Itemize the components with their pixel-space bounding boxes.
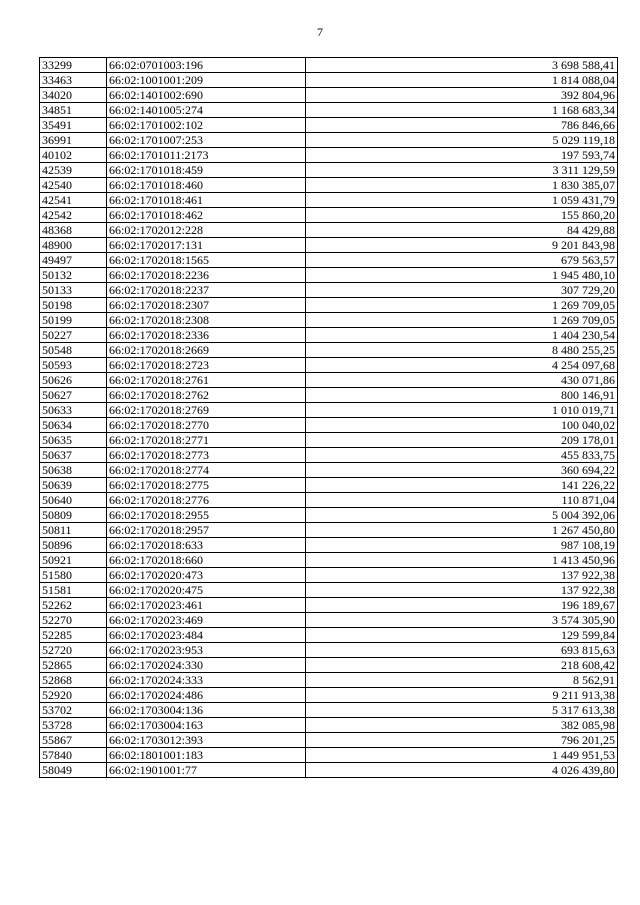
- cadastral-value-cell: 196 189,67: [306, 598, 618, 613]
- table-row: [40, 388, 618, 403]
- cadastral-value-cell: 1 059 431,79: [306, 193, 618, 208]
- cadastral-value-cell: 1 010 019,71: [306, 403, 618, 418]
- record-number-cell: 42539: [40, 163, 107, 178]
- table-row: [40, 343, 618, 358]
- cadastral-value-cell: 1 814 088,04: [306, 73, 618, 88]
- record-number-cell: 50199: [40, 313, 107, 328]
- cadastral-value-cell: 1 267 450,80: [306, 523, 618, 538]
- cadastral-number-cell: 66:02:1702018:2237: [107, 283, 306, 298]
- record-number-cell: 42542: [40, 208, 107, 223]
- record-number-cell: 55867: [40, 733, 107, 748]
- record-number-cell: 51581: [40, 583, 107, 598]
- table-row: [40, 103, 618, 118]
- cadastral-value-cell: 129 599,84: [306, 628, 618, 643]
- record-number-cell: 50626: [40, 373, 107, 388]
- record-number-cell: 50133: [40, 283, 107, 298]
- cadastral-value-cell: 1 413 450,96: [306, 553, 618, 568]
- record-number-cell: 40102: [40, 148, 107, 163]
- cadastral-value-cell: 693 815,63: [306, 643, 618, 658]
- cadastral-value-cell: 5 317 613,38: [306, 703, 618, 718]
- cadastral-value-cell: 392 804,96: [306, 88, 618, 103]
- table-row: [40, 58, 618, 73]
- cadastral-number-cell: 66:02:1702024:486: [107, 688, 306, 703]
- table-row: [40, 478, 618, 493]
- table-body: [40, 58, 618, 778]
- cadastral-value-cell: 786 846,66: [306, 118, 618, 133]
- record-number-cell: 50633: [40, 403, 107, 418]
- cadastral-number-cell: 66:02:1801001:183: [107, 748, 306, 763]
- table-row: [40, 283, 618, 298]
- table-row: [40, 523, 618, 538]
- table-row: [40, 358, 618, 373]
- cadastral-number-cell: 66:02:1702018:2770: [107, 418, 306, 433]
- record-number-cell: 48900: [40, 238, 107, 253]
- cadastral-number-cell: 66:02:1702024:333: [107, 673, 306, 688]
- record-number-cell: 49497: [40, 253, 107, 268]
- cadastral-value-cell: 3 311 129,59: [306, 163, 618, 178]
- table-row: [40, 178, 618, 193]
- cadastral-number-cell: 66:02:1001001:209: [107, 73, 306, 88]
- cadastral-value-cell: 1 449 951,53: [306, 748, 618, 763]
- cadastral-number-cell: 66:02:1702018:1565: [107, 253, 306, 268]
- cadastral-number-cell: 66:02:1702018:2761: [107, 373, 306, 388]
- cadastral-number-cell: 66:02:1702017:131: [107, 238, 306, 253]
- cadastral-value-cell: 9 211 913,38: [306, 688, 618, 703]
- cadastral-value-cell: 4 254 097,68: [306, 358, 618, 373]
- table-row: [40, 658, 618, 673]
- record-number-cell: 42540: [40, 178, 107, 193]
- cadastral-value-cell: 800 146,91: [306, 388, 618, 403]
- cadastral-number-cell: 66:02:1401002:690: [107, 88, 306, 103]
- table-row: [40, 463, 618, 478]
- cadastral-number-cell: 66:02:1702018:2769: [107, 403, 306, 418]
- cadastral-number-cell: 66:02:1702023:484: [107, 628, 306, 643]
- record-number-cell: 50896: [40, 538, 107, 553]
- table-row: [40, 223, 618, 238]
- cadastral-number-cell: 66:02:1702023:953: [107, 643, 306, 658]
- record-number-cell: 52262: [40, 598, 107, 613]
- record-number-cell: 50627: [40, 388, 107, 403]
- cadastral-value-cell: 455 833,75: [306, 448, 618, 463]
- cadastral-value-cell: 137 922,38: [306, 583, 618, 598]
- table-row: [40, 433, 618, 448]
- record-number-cell: 50809: [40, 508, 107, 523]
- table-row: [40, 673, 618, 688]
- cadastral-number-cell: 66:02:1702024:330: [107, 658, 306, 673]
- cadastral-number-cell: 66:02:1702012:228: [107, 223, 306, 238]
- record-number-cell: 53728: [40, 718, 107, 733]
- cadastral-value-cell: 9 201 843,98: [306, 238, 618, 253]
- table-row: [40, 568, 618, 583]
- record-number-cell: 53702: [40, 703, 107, 718]
- record-number-cell: 50638: [40, 463, 107, 478]
- record-number-cell: 50132: [40, 268, 107, 283]
- record-number-cell: 52720: [40, 643, 107, 658]
- record-number-cell: 50637: [40, 448, 107, 463]
- cadastral-value-cell: 1 404 230,54: [306, 328, 618, 343]
- cadastral-number-cell: 66:02:1702023:469: [107, 613, 306, 628]
- cadastral-value-cell: 8 480 255,25: [306, 343, 618, 358]
- table-row: [40, 448, 618, 463]
- cadastral-value-cell: 382 085,98: [306, 718, 618, 733]
- record-number-cell: 36991: [40, 133, 107, 148]
- cadastral-value-cell: 8 562,91: [306, 673, 618, 688]
- cadastral-number-cell: 66:02:1701018:462: [107, 208, 306, 223]
- table-row: [40, 268, 618, 283]
- cadastral-number-cell: 66:02:1702018:2723: [107, 358, 306, 373]
- table-row: [40, 643, 618, 658]
- record-number-cell: 50640: [40, 493, 107, 508]
- table-row: [40, 598, 618, 613]
- cadastral-value-cell: 430 071,86: [306, 373, 618, 388]
- table-row: [40, 373, 618, 388]
- cadastral-number-cell: 66:02:1702023:461: [107, 598, 306, 613]
- cadastral-value-cell: 5 004 392,06: [306, 508, 618, 523]
- record-number-cell: 34851: [40, 103, 107, 118]
- cadastral-value-cell: 679 563,57: [306, 253, 618, 268]
- record-number-cell: 50634: [40, 418, 107, 433]
- cadastral-number-cell: 66:02:1703004:163: [107, 718, 306, 733]
- cadastral-value-cell: 100 040,02: [306, 418, 618, 433]
- table-row: [40, 148, 618, 163]
- record-number-cell: 50921: [40, 553, 107, 568]
- table-row: [40, 73, 618, 88]
- record-number-cell: 34020: [40, 88, 107, 103]
- cadastral-value-cell: 3 574 305,90: [306, 613, 618, 628]
- cadastral-number-cell: 66:02:1702018:660: [107, 553, 306, 568]
- table-row: [40, 628, 618, 643]
- cadastral-value-cell: 1 269 709,05: [306, 298, 618, 313]
- table-row: [40, 718, 618, 733]
- table-row: [40, 403, 618, 418]
- table-row: [40, 328, 618, 343]
- cadastral-number-cell: 66:02:1702018:2776: [107, 493, 306, 508]
- cadastral-value-cell: 307 729,20: [306, 283, 618, 298]
- table-row: [40, 238, 618, 253]
- record-number-cell: 35491: [40, 118, 107, 133]
- table-row: [40, 493, 618, 508]
- table-row: [40, 418, 618, 433]
- table-row: [40, 613, 618, 628]
- cadastral-number-cell: 66:02:1701002:102: [107, 118, 306, 133]
- cadastral-number-cell: 66:02:1703012:393: [107, 733, 306, 748]
- cadastral-number-cell: 66:02:1702018:2336: [107, 328, 306, 343]
- cadastral-number-cell: 66:02:1702018:2762: [107, 388, 306, 403]
- cadastral-value-cell: 137 922,38: [306, 568, 618, 583]
- cadastral-number-cell: 66:02:1701018:460: [107, 178, 306, 193]
- table-row: [40, 763, 618, 778]
- cadastral-number-cell: 66:02:1401005:274: [107, 103, 306, 118]
- cadastral-number-cell: 66:02:1702020:475: [107, 583, 306, 598]
- cadastral-number-cell: 66:02:1702018:2775: [107, 478, 306, 493]
- cadastral-number-cell: 66:02:1702018:2955: [107, 508, 306, 523]
- record-number-cell: 50635: [40, 433, 107, 448]
- table-row: [40, 583, 618, 598]
- cadastral-number-cell: 66:02:1702018:2307: [107, 298, 306, 313]
- cadastral-value-cell: 1 269 709,05: [306, 313, 618, 328]
- cadastral-number-cell: 66:02:1702018:2773: [107, 448, 306, 463]
- table-row: [40, 208, 618, 223]
- record-number-cell: 52865: [40, 658, 107, 673]
- cadastral-number-cell: 66:02:1702018:2957: [107, 523, 306, 538]
- table-row: [40, 88, 618, 103]
- table-row: [40, 553, 618, 568]
- record-number-cell: 50227: [40, 328, 107, 343]
- record-number-cell: 52285: [40, 628, 107, 643]
- cadastral-number-cell: 66:02:1702018:2236: [107, 268, 306, 283]
- cadastral-number-cell: 66:02:1702018:2669: [107, 343, 306, 358]
- record-number-cell: 58049: [40, 763, 107, 778]
- table-row: [40, 538, 618, 553]
- cadastral-value-cell: 209 178,01: [306, 433, 618, 448]
- cadastral-number-cell: 66:02:1702018:2774: [107, 463, 306, 478]
- record-number-cell: 50593: [40, 358, 107, 373]
- cadastral-value-cell: 5 029 119,18: [306, 133, 618, 148]
- cadastral-value-cell: 3 698 588,41: [306, 58, 618, 73]
- table-row: [40, 253, 618, 268]
- cadastral-number-cell: 66:02:1701018:459: [107, 163, 306, 178]
- cadastral-number-cell: 66:02:0701003:196: [107, 58, 306, 73]
- table-row: [40, 118, 618, 133]
- cadastral-value-cell: 155 860,20: [306, 208, 618, 223]
- table-row: [40, 163, 618, 178]
- cadastral-value-cell: 796 201,25: [306, 733, 618, 748]
- table-row: [40, 313, 618, 328]
- record-number-cell: 48368: [40, 223, 107, 238]
- cadastral-number-cell: 66:02:1901001:77: [107, 763, 306, 778]
- cadastral-number-cell: 66:02:1701011:2173: [107, 148, 306, 163]
- cadastral-number-cell: 66:02:1702018:2771: [107, 433, 306, 448]
- cadastral-value-cell: 84 429,88: [306, 223, 618, 238]
- record-number-cell: 50198: [40, 298, 107, 313]
- cadastral-value-cell: 197 593,74: [306, 148, 618, 163]
- table-row: [40, 703, 618, 718]
- table-row: [40, 298, 618, 313]
- page-number: 7: [317, 25, 323, 39]
- cadastral-value-cell: 360 694,22: [306, 463, 618, 478]
- table-row: [40, 688, 618, 703]
- cadastral-value-cell: 1 830 385,07: [306, 178, 618, 193]
- cadastral-value-cell: 218 608,42: [306, 658, 618, 673]
- table-row: [40, 748, 618, 763]
- cadastral-value-cell: 4 026 439,80: [306, 763, 618, 778]
- record-number-cell: 50548: [40, 343, 107, 358]
- record-number-cell: 51580: [40, 568, 107, 583]
- record-number-cell: 33299: [40, 58, 107, 73]
- cadastral-value-cell: 1 168 683,34: [306, 103, 618, 118]
- table-row: [40, 193, 618, 208]
- record-number-cell: 50639: [40, 478, 107, 493]
- cadastral-number-cell: 66:02:1702018:633: [107, 538, 306, 553]
- record-number-cell: 52270: [40, 613, 107, 628]
- table-row: [40, 133, 618, 148]
- cadastral-number-cell: 66:02:1702020:473: [107, 568, 306, 583]
- cadastral-number-cell: 66:02:1702018:2308: [107, 313, 306, 328]
- table-row: [40, 733, 618, 748]
- cadastral-value-cell: 987 108,19: [306, 538, 618, 553]
- cadastral-value-cell: 141 226,22: [306, 478, 618, 493]
- record-number-cell: 50811: [40, 523, 107, 538]
- record-number-cell: 33463: [40, 73, 107, 88]
- record-number-cell: 52920: [40, 688, 107, 703]
- record-number-cell: 57840: [40, 748, 107, 763]
- cadastral-value-cell: 110 871,04: [306, 493, 618, 508]
- cadastral-value-cell: 1 945 480,10: [306, 268, 618, 283]
- record-number-cell: 42541: [40, 193, 107, 208]
- cadastral-number-cell: 66:02:1703004:136: [107, 703, 306, 718]
- cadastral-value-table: [39, 57, 618, 778]
- cadastral-number-cell: 66:02:1701018:461: [107, 193, 306, 208]
- record-number-cell: 52868: [40, 673, 107, 688]
- cadastral-number-cell: 66:02:1701007:253: [107, 133, 306, 148]
- table-row: [40, 508, 618, 523]
